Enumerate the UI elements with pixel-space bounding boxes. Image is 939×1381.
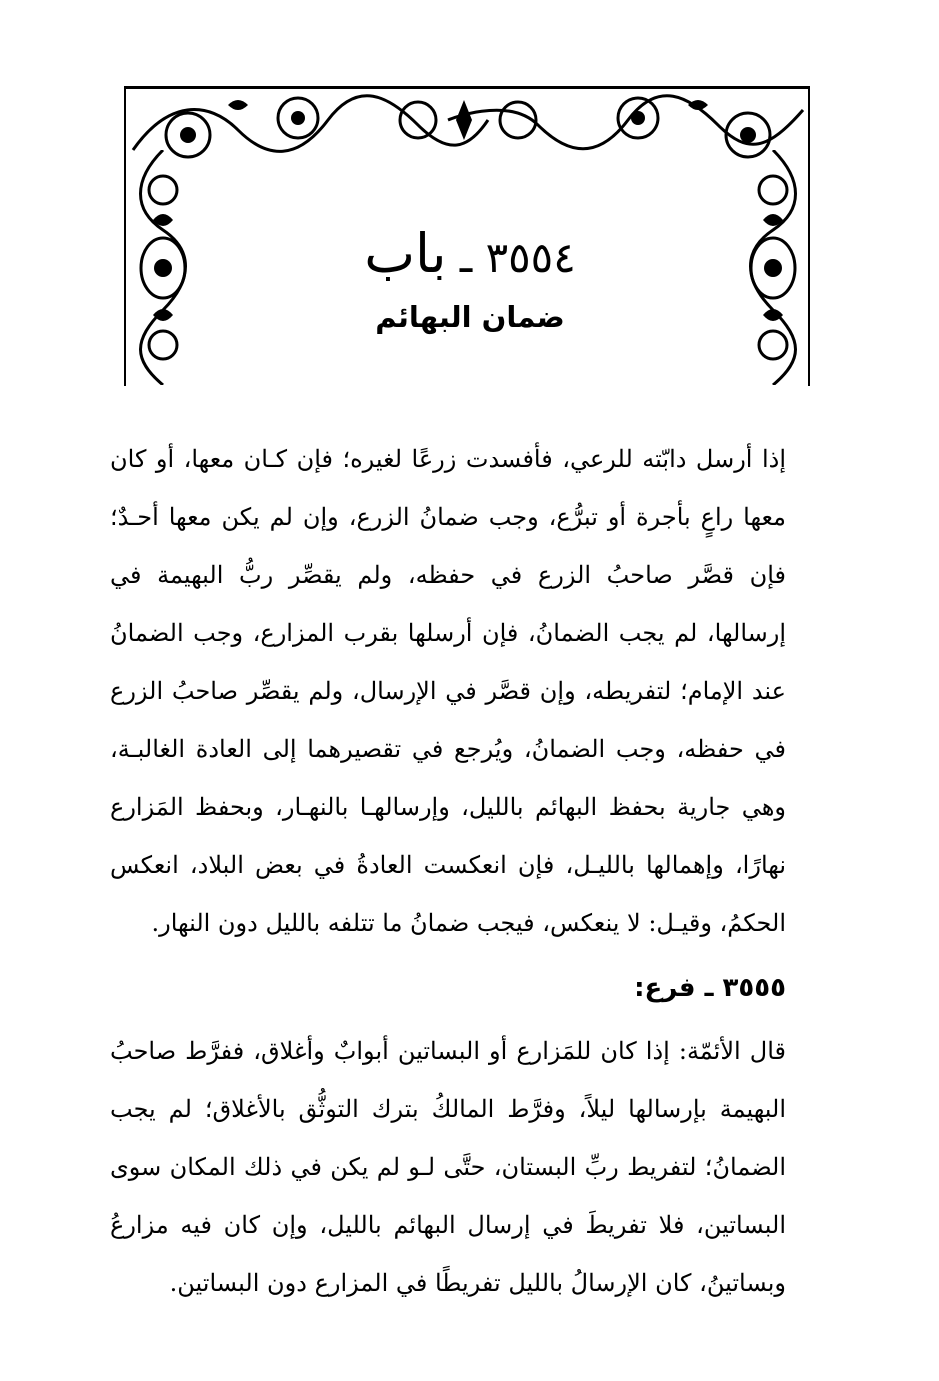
section-number: ٣٥٥٤ [485,233,576,282]
heading-dash: ـ [459,233,473,282]
subsection-heading: ٣٥٥٥ ـ فرع: [634,973,786,1003]
paragraph-2: قال الأئمّة: إذا كان للمَزارع أو البساتين أبوابٌ وأغلاق، ففرَّط صاحبُ البهيمة بإرسالها ليلاً، وفرَّط المالكُ بترك التوثُّق بالأغلاق؛ لم يجب الضمانُ؛ لتفريط ربِّ البستان، حتَّى لـو لم يكن في ذلك المكان سوى البساتين، فلا تفريطَ في إرسال البهائم بالليل، وإن كان فيه مزارعُ وبساتينُ، كان الإرسالُ بالليل تفريطًا في المزارع دون البساتين. [110,1037,787,1297]
arabesque-top-border-icon [128,90,808,170]
chapter-heading [200,222,740,342]
arabesque-left-border-icon [128,150,198,385]
page-body [110,430,830,1312]
paragraph-1: إذا أرسل دابّته للرعي، فأفسدت زرعًا لغيره؛ فإن كـان معها، أو كان معها راعٍ بأجرة أو تبرُّع، وجب ضمانُ الزرع، وإن لم يكن معها أحـدٌ؛ فإن قصَّر صاحبُ الزرع في حفظه، ولم يقصِّر ربُّ البهيمة في إرسالها، لم يجب الضمانُ، فإن أرسلها بقرب المزارع، وجب الضمانُ عند الإمام؛ لتفريطه، وإن قصَّر في الإرسال، ولم يقصِّر صاحبُ الزرع في حفظه، وجب الضمانُ، ويُرجع في تقصيرهما إلى العادة الغالبـة، وهي جارية بحفظ البهائم بالليل، وإرسالهـا بالنهـار، وبحفظ المَزارع نهارًا، وإهمالها بالليـل، فإن انعكست العادةُ في بعض البلاد، انعكس الحكمُ، وقيـل: لا ينعكس، فيجب ضمانُ ما تتلفه بالليل دون النهار. [110,445,787,937]
arabesque-right-border-icon [738,150,808,385]
bab-word: باب [364,222,447,285]
chapter-number-line [200,222,740,290]
chapter-title: ضمان البهائم [375,300,565,334]
